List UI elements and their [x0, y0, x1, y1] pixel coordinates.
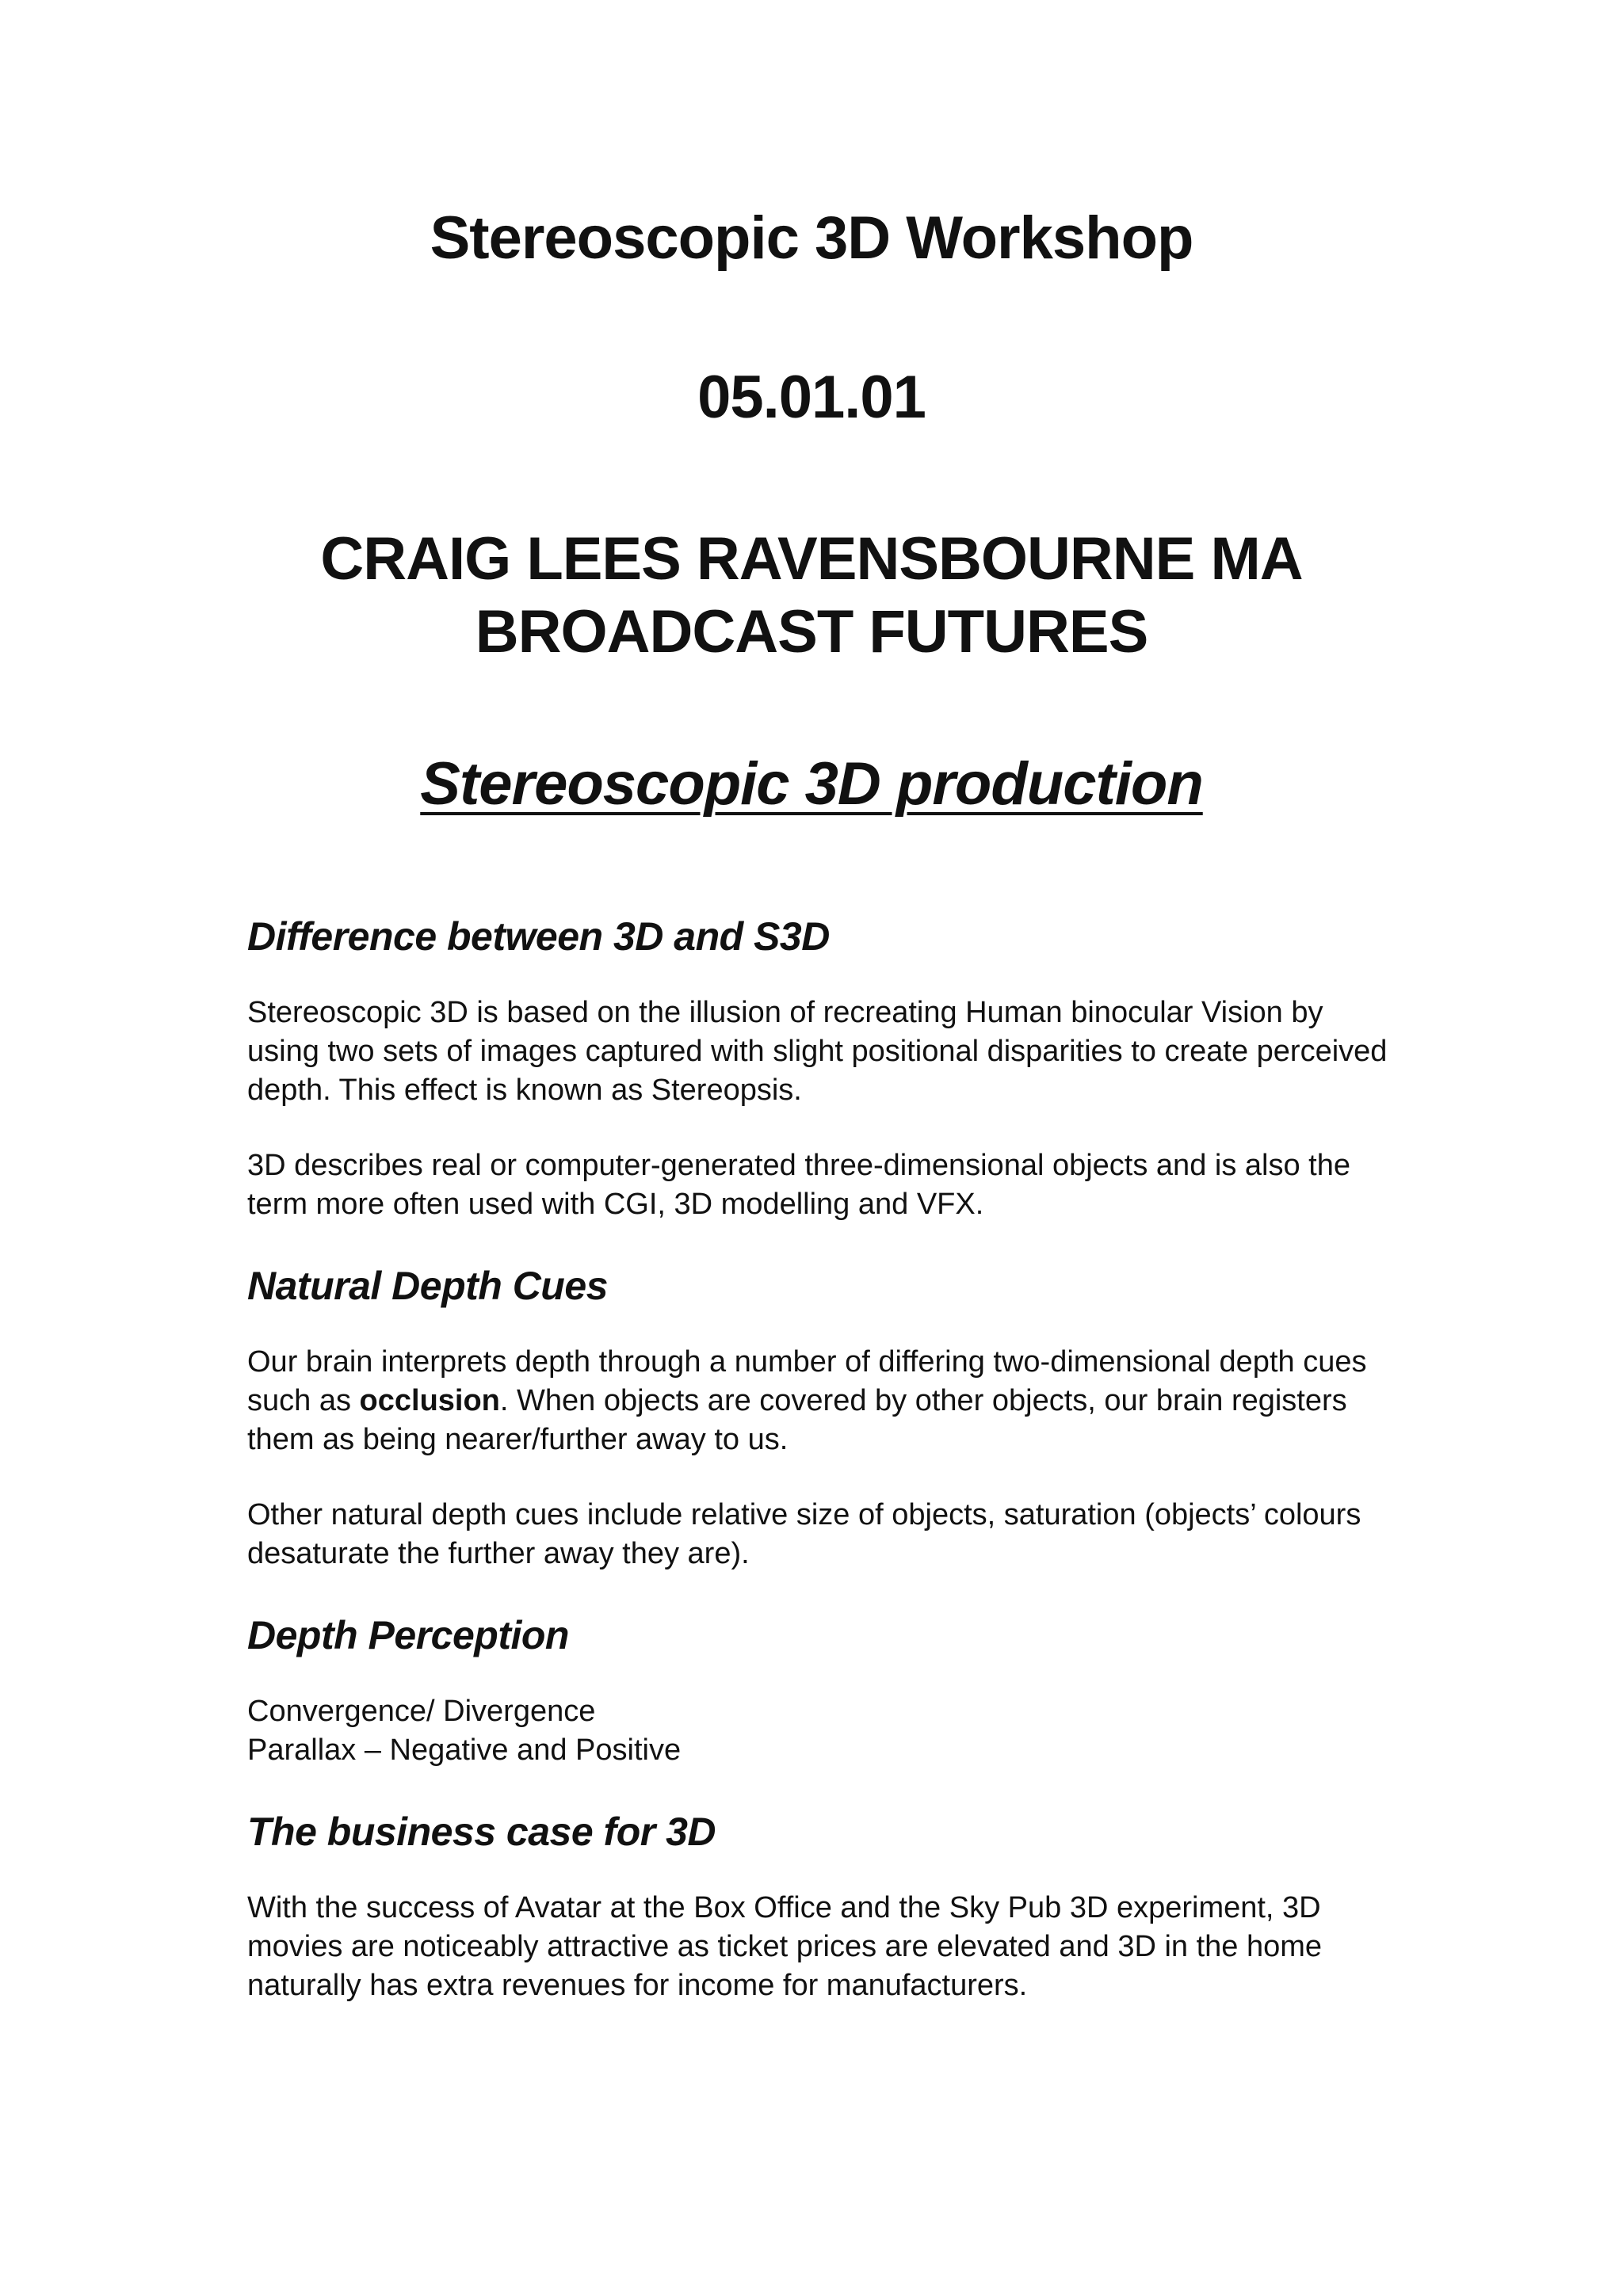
document-title: Stereoscopic 3D Workshop: [430, 204, 1193, 272]
author-line-2: BROADCAST FUTURES: [475, 598, 1148, 666]
section-business-case: [247, 1806, 1388, 2005]
paragraph: 3D describes real or computer-generated three-dimensional objects and is also the term more often used with CGI, 3D modelling and VFX.: [247, 1149, 1350, 1221]
document-date: 05.01.01: [697, 364, 926, 431]
section-natural-depth-cues: [247, 1261, 1388, 1573]
section-depth-perception: [247, 1610, 1388, 1770]
section-heading: Difference between 3D and S3D: [247, 914, 830, 959]
section-heading: Depth Perception: [247, 1613, 569, 1657]
document-subtitle: Stereoscopic 3D production: [420, 750, 1203, 818]
paragraph: Stereoscopic 3D is based on the illusion of recreating Human binocular Vision by using two sets of images captured with slight positional disparities to create perceived depth. This effect is known as Stereopsis.: [247, 996, 1388, 1107]
list-line: Parallax – Negative and Positive: [247, 1733, 682, 1767]
paragraph-text: . When objects are covered by other objects, our brain registers them as being nearer/further away to us.: [247, 1384, 1347, 1456]
paragraph-text: Our brain interprets depth through a number of differing two-dimensional depth cues such as: [247, 1345, 1367, 1417]
paragraph: [247, 1692, 1388, 1770]
section-heading: The business case for 3D: [247, 1810, 716, 1854]
bold-term-occlusion: occlusion: [359, 1384, 500, 1417]
list-line: Convergence/ Divergence: [247, 1695, 596, 1728]
author-line-1: CRAIG LEES RAVENSBOURNE MA: [320, 525, 1303, 593]
document-body: [247, 911, 1388, 2042]
paragraph: Other natural depth cues include relative size of objects, saturation (objects’ colours desaturate the further away they are).: [247, 1498, 1361, 1570]
section-heading: Natural Depth Cues: [247, 1264, 608, 1308]
paragraph: With the success of Avatar at the Box Office and the Sky Pub 3D experiment, 3D movies are noticeably attractive as ticket prices are elevated and 3D in the home naturally has extra revenues for income for manufacturers.: [247, 1891, 1323, 2002]
section-difference-3d-s3d: [247, 911, 1388, 1224]
paragraph: [247, 1343, 1388, 1459]
